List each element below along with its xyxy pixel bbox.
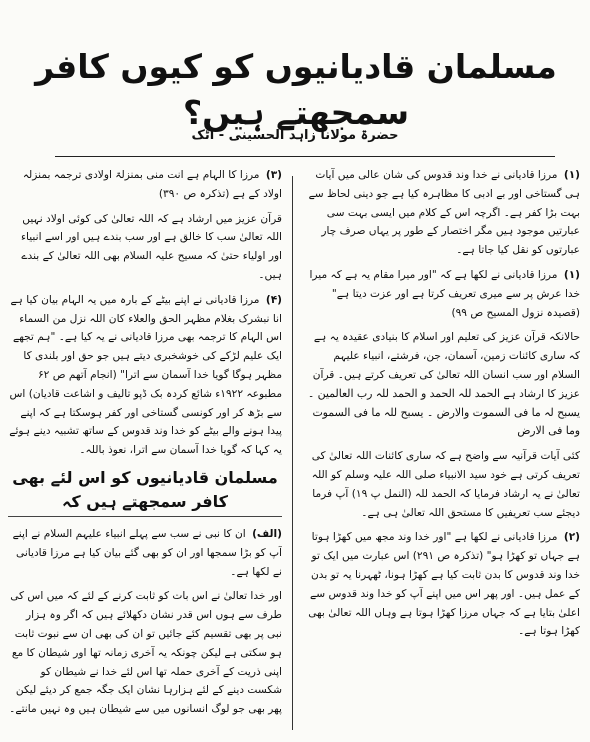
paragraph-alif [8, 525, 282, 581]
paragraph-number: (۱) [563, 268, 580, 281]
paragraph-number: (۳) [265, 169, 282, 181]
arabic-quotation: الحمد للہ الحمد و الحمد للہ رب العالمین ۔ یسبح لہ ما فی السموت والارض ۔ یسبح للہ ما فی السموت وما فی الارض [307, 386, 580, 438]
paragraph-text: اور خدا تعالیٰ نے اس بات کو ثابت کرنے کے لئے کہ میں اس کی طرف سے ہوں اس قدر نشان دکھلائے ہیں کہ اگر وہ ہزار نبی پر بھی تقسیم کئے جائیں تو ان کی بھی ان سے نبوت ثابت ہو سکتی ہے لیکن چونکہ یہ آخری زمانہ تھا اور شیطان کا مع اپنی ذریت کے آخری حملہ تھا اس لئے خدا نے شیطان کو شکست دینے کے لئے ہزارہا نشان ایک جگہ جمع کر دیئے لیکن پھر بھی جو لوگ انسانوں میں سے شیطان ہیں وہ نہیں مانتے۔ [9, 590, 282, 716]
paragraph-number: (۲) [563, 531, 580, 544]
header-rule [55, 156, 555, 157]
right-column [306, 166, 580, 736]
paragraph-text: مرزا قادیانی نے اپنے بیٹے کے بارہ میں یہ الہام بیان کیا ہے انا نبشرک بغلام مظہر الحق والعلاء کان اللہ نزل من السماء اس الہام کا ترجمہ بھی مرزا قادیانی نے یہ کیا ہے۔ "ہم تجھے ایک علیم لڑکے کی خوشخبری دیتے ہیں جو حق اور بلندی کا مظہر ہوگا گویا خدا آسمان سے اترا" (انجام آتھم ص ۶۲ مطبوعہ ۱۹۲۲ء شائع کردہ بک ڈپو تالیف و اشاعت قادیان) اس سے بڑھ کر اور کونسی گستاخی اور کفر ہوسکتا ہے کہ اپنے پیدا ہونے والے بیٹے کو خدا وند قدوس کے ساتھ تشبیہ دینے ہوئے یہ کہا کہ گویا خدا آسمان سے اترا، نعوذ باللہ۔ [9, 293, 282, 457]
paragraph-text: قرآن عزیز میں ارشاد ہے کہ اللہ تعالیٰ کی کوئی اولاد نہیں اللہ تعالیٰ سب کا خالق ہے اور سب بندے ہیں اور اسے انبیاء اور اولیاء حتیٰ کہ مسیح علیہ السلام بھی اللہ تعالیٰ کے بندے ہیں۔ [21, 212, 282, 281]
paragraph-text: ان کا نبی نے سب سے پہلے انبیاء علیہم السلام نے اپنے آپ کو بڑا سمجھا اور ان کو بھی گئے بیان کیا ہے مرزا قادیانی نے لکھا ہے۔ [12, 527, 282, 578]
paragraph-4-son [8, 291, 282, 460]
paragraph-text: مرزا قادیانی نے خدا وند قدوس کی شان عالی میں آیات ہی گستاخی اور بے ادبی کا مظاہرہ کیا ہے جو دینی لحاظ سے بہت بڑا کفر ہے۔ اگرچہ اس کے کلام میں ایسی بہت سی عبارتیں موجود ہیں مگر اختصار کے طور پر یہاں صرف چار عبارتوں کو نقل کیا جاتا ہے۔ [308, 169, 580, 257]
page-title: مسلمان قادیانیوں کو کیوں کافر سمجھتے ہیں؟ [35, 47, 557, 132]
paragraph-3-ilham [8, 166, 282, 204]
paragraph-1 [306, 166, 580, 260]
paragraph-text: کئی آیات قرآنیہ سے واضح ہے کہ ساری کائنات اللہ تعالیٰ کی تعریف کرتی ہے خود سید الانبیاء صلی اللہ علیہ وسلم کو اللہ تعالیٰ نے یہ ارشاد فرمایا کہ الحمد للہ (النمل پ ۱۹) آپ فرما دیجئے سب تعریفیں کا مستحق اللہ تعالیٰ ہی ہے۔ [311, 450, 580, 519]
paragraph-number: (الف) [252, 527, 282, 540]
paragraph-text: مرزا قادیانی نے لکھا ہے کہ "اور میرا مقام یہ ہے کہ میرا خدا عرش پر سے میری تعریف کرتا ہے اور عزت دیتا ہے" (قصیدہ نزول المسیح ص ۹۹) [309, 268, 580, 319]
author-byline: حضرۃ مولانا زاہد الحسینی - اٹک [191, 128, 399, 143]
section-subheading: مسلمان قادیانیوں کو اس لئے بھی کافر سمجھتے ہیں کہ [8, 466, 282, 517]
paragraph-text: حالانکہ قرآن عزیز کی تعلیم اور اسلام کا بنیادی عقیدہ یہ ہے کہ ساری کائنات زمین، آسمان، جن، فرشتے، انبیاء علیہم السلام اور سب انسان اللہ تعالیٰ کی تعریف کرتے ہیں۔ قرآن عزیز کا ارشاد ہے [312, 331, 580, 400]
paragraph-text: مرزا کا الہام ہے انت منی بمنزلۃ اولادی ترجمہ بمنزلہ اولاد کے ہے (تذکرہ ص ۳۹۰) [22, 169, 282, 200]
paragraph-2 [306, 266, 580, 322]
paragraph-quran-reply [8, 210, 282, 285]
paragraph-5 [306, 528, 580, 641]
left-column [8, 166, 282, 736]
paragraph-number: (۱) [563, 169, 580, 181]
paragraph-4 [306, 447, 580, 522]
column-divider [292, 176, 293, 730]
paragraph-number: (۴) [265, 293, 282, 306]
paragraph-quotation [8, 587, 282, 719]
paragraph-text: مرزا قادیانی نے لکھا ہے "اور خدا وند مجھ میں کھڑا ہوتا ہے جہاں تو کھڑا ہو" (تذکرہ ص ۲۹۱) اس عبارت میں ایک تو خدا وند قدوس کا بدن ثابت کیا ہے کھڑا ہونا، ٹھہرنا یہ تو بدن کے عمل ہیں۔ اور پھر اس میں اپنے آپ کو خدا وند قدوس سے اعلیٰ بتایا ہے کہ جہاں مرزا کھڑا ہوتا ہے وہاں اللہ تعالیٰ بھی کھڑا ہوتا ہے۔ [308, 531, 580, 638]
paragraph-3 [306, 328, 580, 441]
